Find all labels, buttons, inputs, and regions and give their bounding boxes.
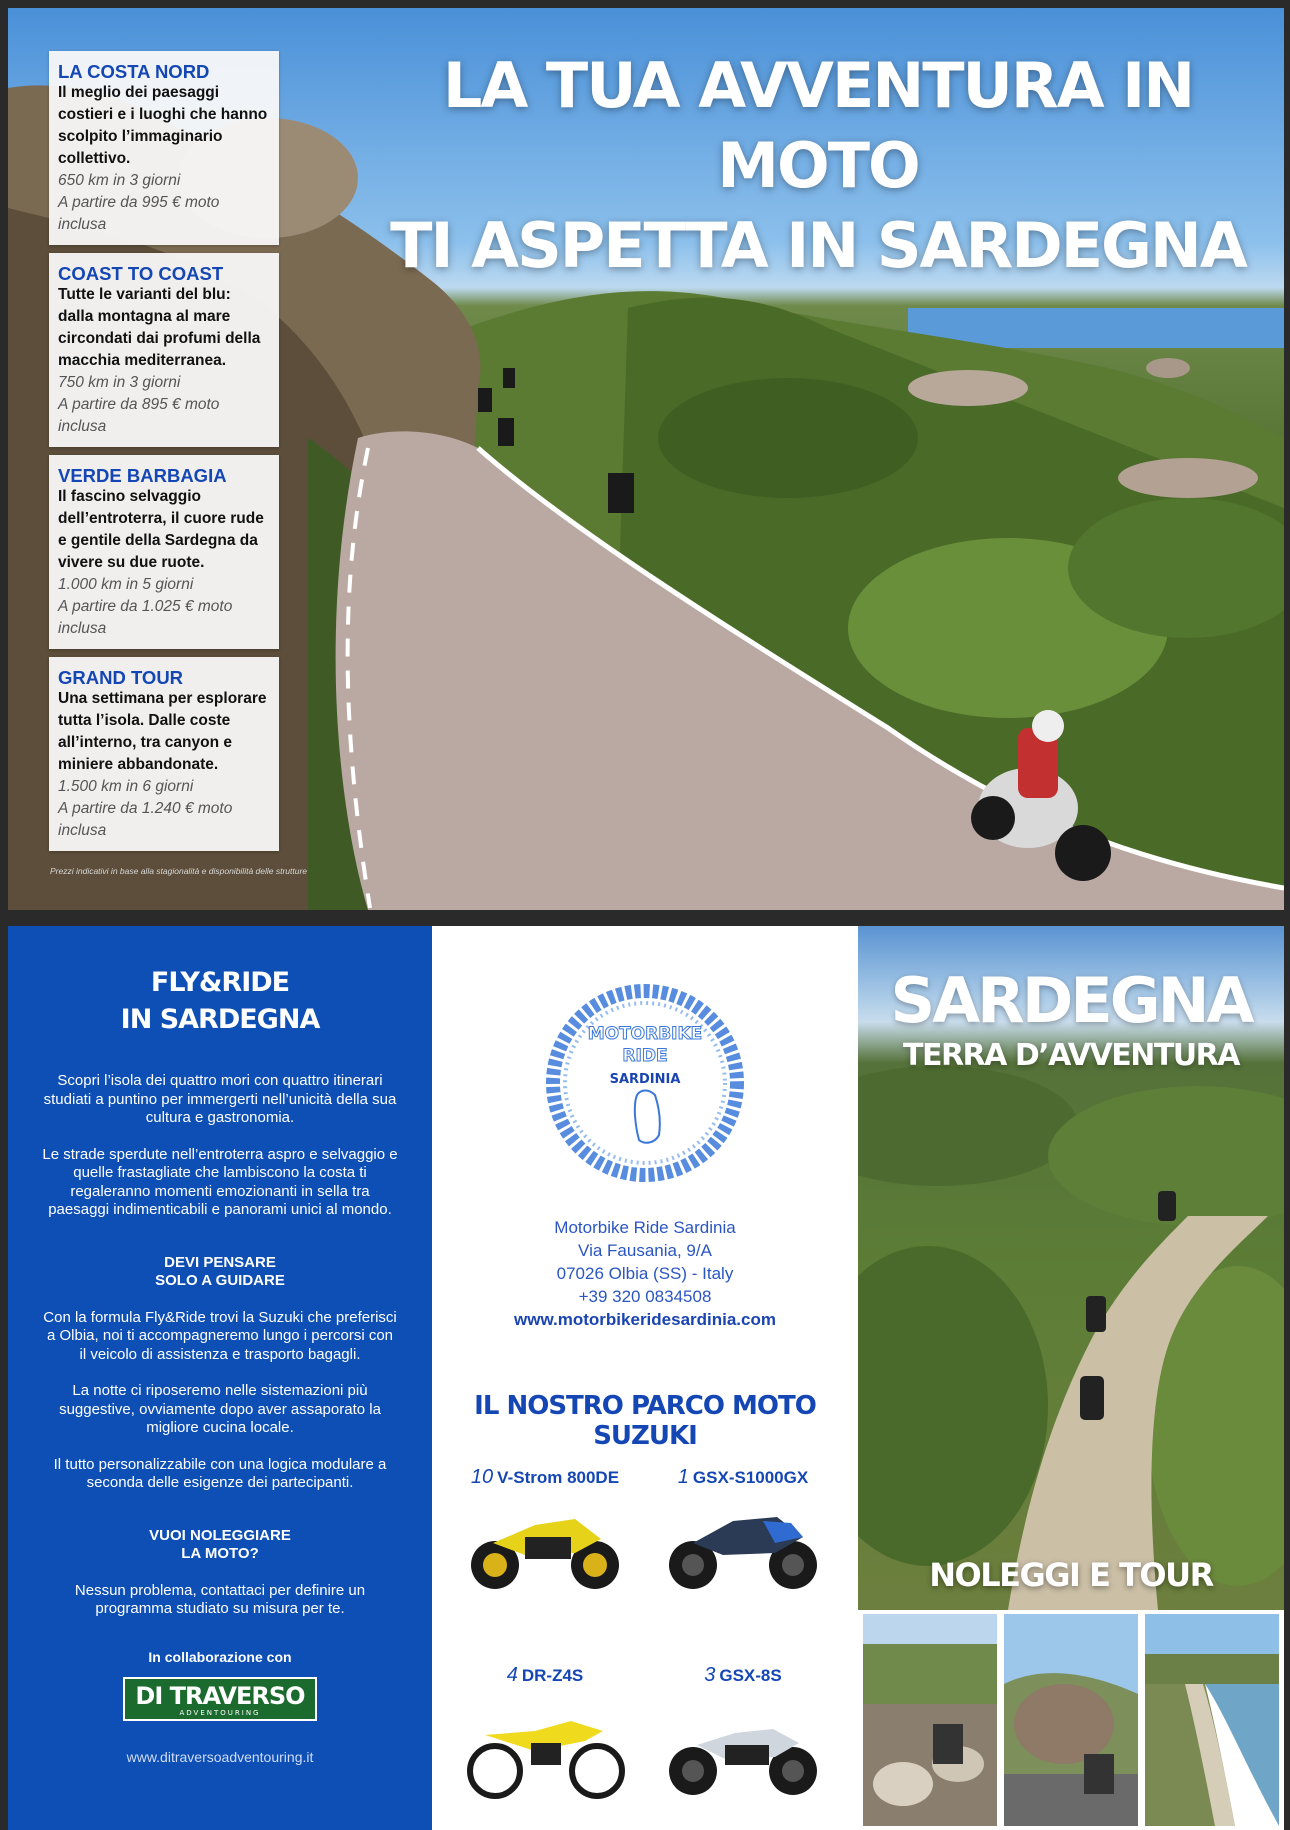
formula-paragraph: Con la formula Fly&Ride trovi la Suzuki che preferisci a Olbia, noi ti accompagneremo lungo i percorsi con il veicolo di assistenza e trasporto bagagli. [43,1308,397,1363]
tour-card-verde-barbagia [49,455,279,649]
night-paragraph: La notte ci riposeremo nelle sistemazioni più suggestive, ovviamente dopo aver assaporato la migliore cucina locale. [59,1382,381,1436]
motorcycle-icon [663,1503,823,1593]
thumbnail-elephant-rock [1004,1614,1138,1826]
logo-line-2: RIDE [622,1046,668,1066]
motorcycle-icon [465,1701,625,1801]
tour-description: Una settimana per esplorare tutta l’isola. Dalle coste all’interno, tra canyon e miniere abbandonate. [58,690,267,773]
motorbike-ride-sardinia-logo [537,975,753,1196]
fly-ride-title-line-1: FLY&RIDE [150,967,290,998]
bike-model: V-Strom 800DE [497,1468,620,1487]
motorcycle-icon [663,1701,823,1801]
price-disclaimer: Prezzi indicativi in base alla stagionalità e disponibilità delle strutture [50,866,308,876]
bike-qty: 1 [677,1466,689,1488]
tour-price: A partire da 995 € moto inclusa [58,194,220,233]
di-traverso-logo[interactable] [123,1677,316,1721]
custom-paragraph: Il tutto personalizzabile con una logica modulare a seconda delle esigenze dei partecipanti. [53,1455,387,1491]
headline-line-1: LA TUA AVVENTURA IN MOTO [442,49,1194,202]
rent-subtitle-line-2: LA MOTO? [181,1545,259,1562]
bike-dr-z4s [450,1664,640,1801]
tour-title: GRAND TOUR [58,667,184,688]
tire-track-ring-icon [537,975,753,1191]
sardegna-subtitle: TERRA D’AVVENTURA [903,1038,1239,1073]
company-name: Motorbike Ride Sardinia [554,1218,736,1237]
intro-paragraph: Scopri l’isola dei quattro mori con quattro itinerari studiati a puntino per immergerti nell’unicità della sua cultura e gastronomia. [43,1072,397,1126]
city-line: 07026 Olbia (SS) - Italy [556,1264,734,1283]
tour-description: Il meglio dei paesaggi costieri e i luoghi che hanno scolpito l’immaginario collettivo. [58,84,268,167]
sardegna-title: SARDEGNA [890,964,1252,1037]
phone-number[interactable]: +39 320 0834508 [578,1287,712,1306]
contact-fleet-panel [432,926,858,1830]
sheep-road-photo [863,1614,997,1826]
address-line: Via Fausania, 9/A [578,1241,712,1260]
bike-label [450,1664,640,1687]
tour-description: Tutte le varianti del blu: dalla montagna al mare circondati dai profumi della macchia mediterranea. [58,286,261,369]
tour-card-coast-to-coast [49,253,279,447]
bike-label [450,1466,640,1489]
tour-distance: 1.500 km in 6 giorni [58,778,194,795]
tour-price: A partire da 1.240 € moto inclusa [58,800,233,839]
tour-title: LA COSTA NORD [58,61,210,82]
guide-subtitle-line-1: DEVI PENSARE [164,1253,276,1271]
hero-headline [378,46,1258,286]
tour-price: A partire da 1.025 € moto inclusa [58,598,233,637]
guide-subtitle-line-2: SOLO A GUIDARE [155,1272,285,1289]
partner-logo-wrapper [8,1677,432,1721]
bike-model: GSX-8S [719,1666,782,1685]
rent-subtitle [8,1527,432,1564]
bike-qty: 4 [506,1664,518,1686]
tour-distance: 1.000 km in 5 giorni [58,576,194,593]
contact-paragraph: Nessun problema, contattaci per definire un programma studiato su misura per te. [74,1581,366,1617]
bike-label [648,1466,838,1489]
rentals-tours-title: NOLEGGI E TOUR [929,1556,1213,1594]
elephant-rock-photo [1004,1614,1138,1826]
partner-website-link[interactable]: www.ditraversoadventouring.it [126,1748,314,1765]
guide-subtitle [8,1254,432,1291]
tour-card-costa-nord [49,51,279,245]
partner-logo-name: DI TRAVERSO [135,1681,305,1710]
tour-distance: 750 km in 3 giorni [58,374,181,391]
headline-line-2: TI ASPETTA IN SARDEGNA [390,209,1246,282]
bike-qty: 3 [704,1664,716,1686]
tour-description: Il fascino selvaggio dell’entroterra, il cuore rude e gentile della Sardegna da vivere su due ruote. [58,488,264,571]
fly-ride-title-line-2: IN SARDEGNA [120,1004,320,1035]
bike-model: GSX-S1000GX [692,1468,809,1487]
logo-line-1: MOTORBIKE [587,1024,703,1044]
hero-panel [8,8,1284,910]
fleet-title: IL NOSTRO PARCO MOTO SUZUKI [474,1391,816,1451]
logo-line-3: SARDINIA [609,1072,681,1087]
bike-gsx-s1000gx [648,1466,838,1593]
thumbnail-sheep-road [863,1614,997,1826]
tour-distance: 650 km in 3 giorni [58,172,181,189]
gravel-road-photo [858,926,1284,1610]
contact-block [432,1216,858,1331]
collaboration-label: In collaborazione con [148,1648,292,1665]
tour-title: COAST TO COAST [58,263,224,284]
fly-ride-panel [8,926,432,1830]
adventure-panel [858,926,1284,1830]
bike-vstrom-800de [450,1466,640,1593]
sardinia-map-icon [635,1091,660,1143]
bike-label [648,1664,838,1687]
tour-title: VERDE BARBAGIA [58,465,227,486]
fly-ride-title [8,964,432,1038]
rent-subtitle-line-1: VUOI NOLEGGIARE [149,1526,291,1544]
bike-model: DR-Z4S [521,1666,584,1685]
bike-qty: 10 [470,1466,494,1488]
bike-gsx-8s [648,1664,838,1801]
roads-paragraph: Le strade sperdute nell’entroterra aspro e selvaggio e quelle frastagliate che lambiscono la costa ti regaleranno momenti emozionanti in sella tra paesaggi indimenticabili e panorami unici al mondo. [42,1145,398,1218]
company-website-link[interactable]: www.motorbikeridesardinia.com [514,1310,776,1329]
tour-card-grand-tour [49,657,279,851]
thumbnail-coastal-lagoon [1145,1614,1279,1826]
partner-logo-tagline: ADVENTOURING [179,1708,261,1717]
motorcycle-icon [465,1503,625,1593]
coastal-lagoon-photo [1145,1614,1279,1826]
tour-price: A partire da 895 € moto inclusa [58,396,220,435]
